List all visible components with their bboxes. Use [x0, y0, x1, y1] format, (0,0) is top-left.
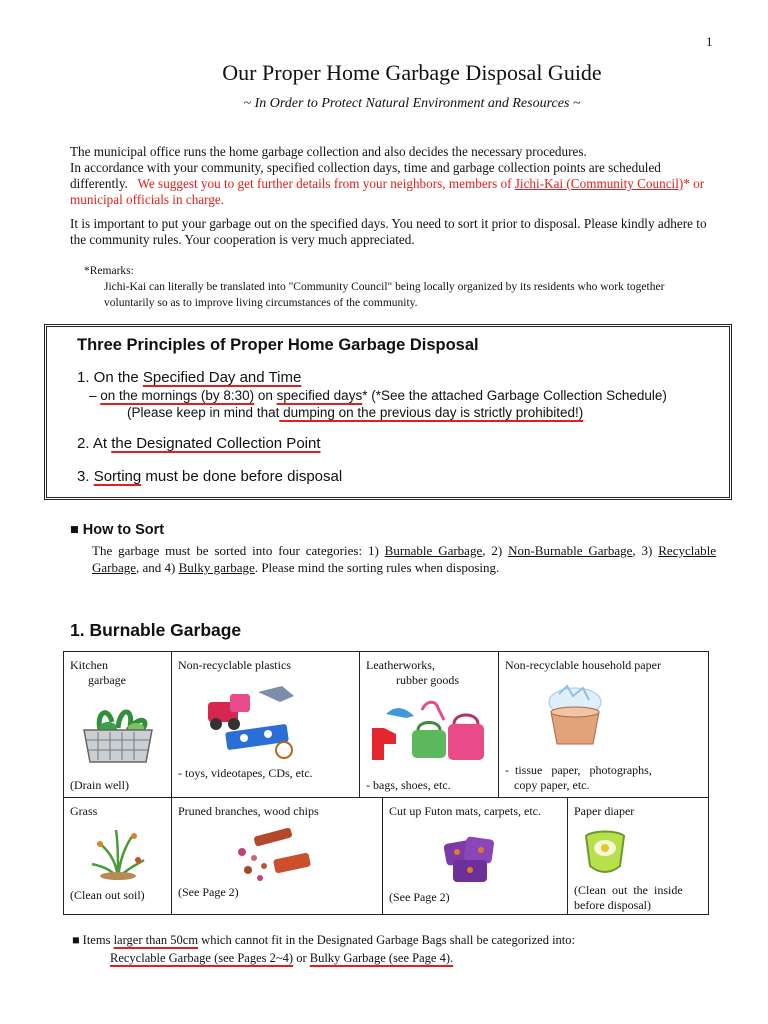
page-number: 1	[706, 34, 713, 49]
diaper-icon	[580, 826, 630, 876]
principle-1-warning-underlined: dumping on the previous day is strictly prohibited!)	[279, 405, 584, 420]
principles-box	[44, 324, 732, 500]
grass-icon	[88, 824, 148, 880]
principle-1-detail	[89, 388, 667, 403]
wood-chips-icon	[234, 826, 324, 882]
intro-red-text-2: * or municipal officials in charge.	[70, 176, 705, 207]
size-note	[72, 931, 732, 967]
how-to-sort-heading: ■ How to Sort	[70, 522, 165, 538]
intro-paragraph-1	[70, 144, 718, 208]
cell-note: - tissue paper, photographs, copy paper, etc.	[505, 763, 652, 792]
note-prefix: ■ Items	[72, 933, 114, 947]
principle-2-underlined: the Designated Collection Point	[111, 435, 321, 452]
cell-grass	[63, 797, 172, 915]
principles-title: Three Principles of Proper Home Garbage Disposal	[77, 336, 479, 354]
principle-1	[77, 369, 301, 386]
page-title: Our Proper Home Garbage Disposal Guide	[222, 60, 602, 85]
cell-note: (Clean out soil)	[70, 888, 145, 902]
principle-1-specified-days: specified days	[276, 388, 363, 403]
how-to-sort-text	[92, 542, 716, 576]
principle-1-dash: –	[89, 388, 101, 403]
remarks-label: *Remarks:	[84, 265, 134, 277]
cell-household-paper	[498, 651, 709, 798]
principle-2-number: 2. At	[77, 435, 112, 452]
principle-1-warning	[127, 405, 583, 420]
cell-note: - toys, videotapes, CDs, etc.	[178, 766, 313, 780]
how-text-2: , 2)	[482, 543, 509, 558]
principle-2	[77, 435, 321, 452]
cell-note: - bags, shoes, etc.	[366, 778, 451, 792]
remarks	[84, 263, 714, 311]
note-size-limit: larger than 50cm	[113, 933, 199, 947]
cell-title: Grass	[70, 804, 98, 818]
intro-text-a: The municipal office runs the home garbage collection and also decides the necessary procedures.	[70, 144, 587, 159]
intro-text-b: In accordance with your community, specified collection days, time and garbage collection points are scheduled differently.	[70, 160, 661, 191]
how-text-4: , and 4)	[136, 560, 179, 575]
principle-3-rest: must be done before disposal	[141, 468, 343, 485]
cell-non-recyclable-plastics	[171, 651, 360, 798]
jichi-kai-link: Jichi-Kai (Community Council)	[514, 176, 684, 191]
intro-red-text-1: We suggest you to get further details from your neighbors, members of	[137, 176, 515, 191]
principle-3-number: 3.	[77, 468, 94, 485]
principle-1-warning-a: (Please keep in mind that	[127, 405, 280, 420]
note-recyclable-ref: Recyclable Garbage (see Pages 2~4)	[110, 951, 294, 965]
cell-note: (See Page 2)	[178, 885, 239, 899]
intro-paragraph-2: It is important to put your garbage out on the specified days. You need to sort it prior to disposal. Please kindly adhere to the community rules. Your cooperation is very much appreciated.	[70, 216, 707, 247]
principle-1-underlined: Specified Day and Time	[142, 369, 302, 386]
cell-paper-diaper	[567, 797, 709, 915]
note-or: or	[293, 951, 310, 965]
cell-title: Non-recyclable plastics	[178, 658, 291, 672]
category-bulky: Bulky garbage	[178, 560, 255, 575]
cell-title: Pruned branches, wood chips	[178, 804, 319, 818]
principle-3	[77, 468, 342, 485]
cell-title: Kitchen garbage	[70, 658, 126, 687]
principle-3-underlined: Sorting	[93, 468, 142, 485]
burnable-heading: 1. Burnable Garbage	[70, 620, 242, 640]
paper-bucket-icon	[539, 682, 609, 752]
cell-title: Cut up Futon mats, carpets, etc.	[389, 804, 541, 818]
cell-note: (Clean out the inside before disposal)	[574, 883, 683, 912]
cell-title: Non-recyclable household paper	[505, 658, 661, 672]
cell-futon	[382, 797, 568, 915]
cell-note: (See Page 2)	[389, 890, 450, 904]
burnable-grid	[63, 651, 709, 915]
cell-title: Paper diaper	[574, 804, 635, 818]
bags-shoes-icon	[366, 694, 494, 764]
page-subtitle: ~ In Order to Protect Natural Environment and Resources ~	[243, 96, 581, 111]
how-text-3: , 3)	[632, 543, 659, 558]
futon-mat-icon	[437, 832, 507, 888]
cell-kitchen-garbage	[63, 651, 172, 798]
note-bulky-ref: Bulky Garbage (see Page 4).	[309, 951, 454, 965]
principle-1-mornings: on the mornings (by 8:30)	[100, 388, 255, 403]
plastic-toys-icon	[202, 684, 332, 764]
principle-1-on: on	[254, 388, 277, 403]
note-text: which cannot fit in the Designated Garbage Bags shall be categorized into:	[198, 933, 576, 947]
principle-1-schedule-ref: * (*See the attached Garbage Collection Schedule)	[362, 388, 667, 403]
how-text-1: The garbage must be sorted into four categories: 1)	[92, 543, 385, 558]
cell-title: Leatherworks, rubber goods	[366, 658, 459, 687]
category-burnable: Burnable Garbage	[384, 543, 483, 558]
cell-leatherworks	[359, 651, 499, 798]
cell-branches	[171, 797, 383, 915]
cell-note: (Drain well)	[70, 778, 129, 792]
how-text-5: . Please mind the sorting rules when disposing.	[254, 560, 500, 575]
category-recyclable: Recyclable Garbage	[92, 543, 716, 575]
remarks-text: Jichi-Kai can literally be translated into "Community Council" being locally organized by its residents who work together voluntarily so as to improve living circumstances of the community.	[104, 281, 665, 309]
kitchen-basket-icon	[78, 700, 158, 766]
principle-1-number: 1. On the	[77, 369, 143, 386]
category-non-burnable: Non-Burnable Garbage	[508, 543, 633, 558]
